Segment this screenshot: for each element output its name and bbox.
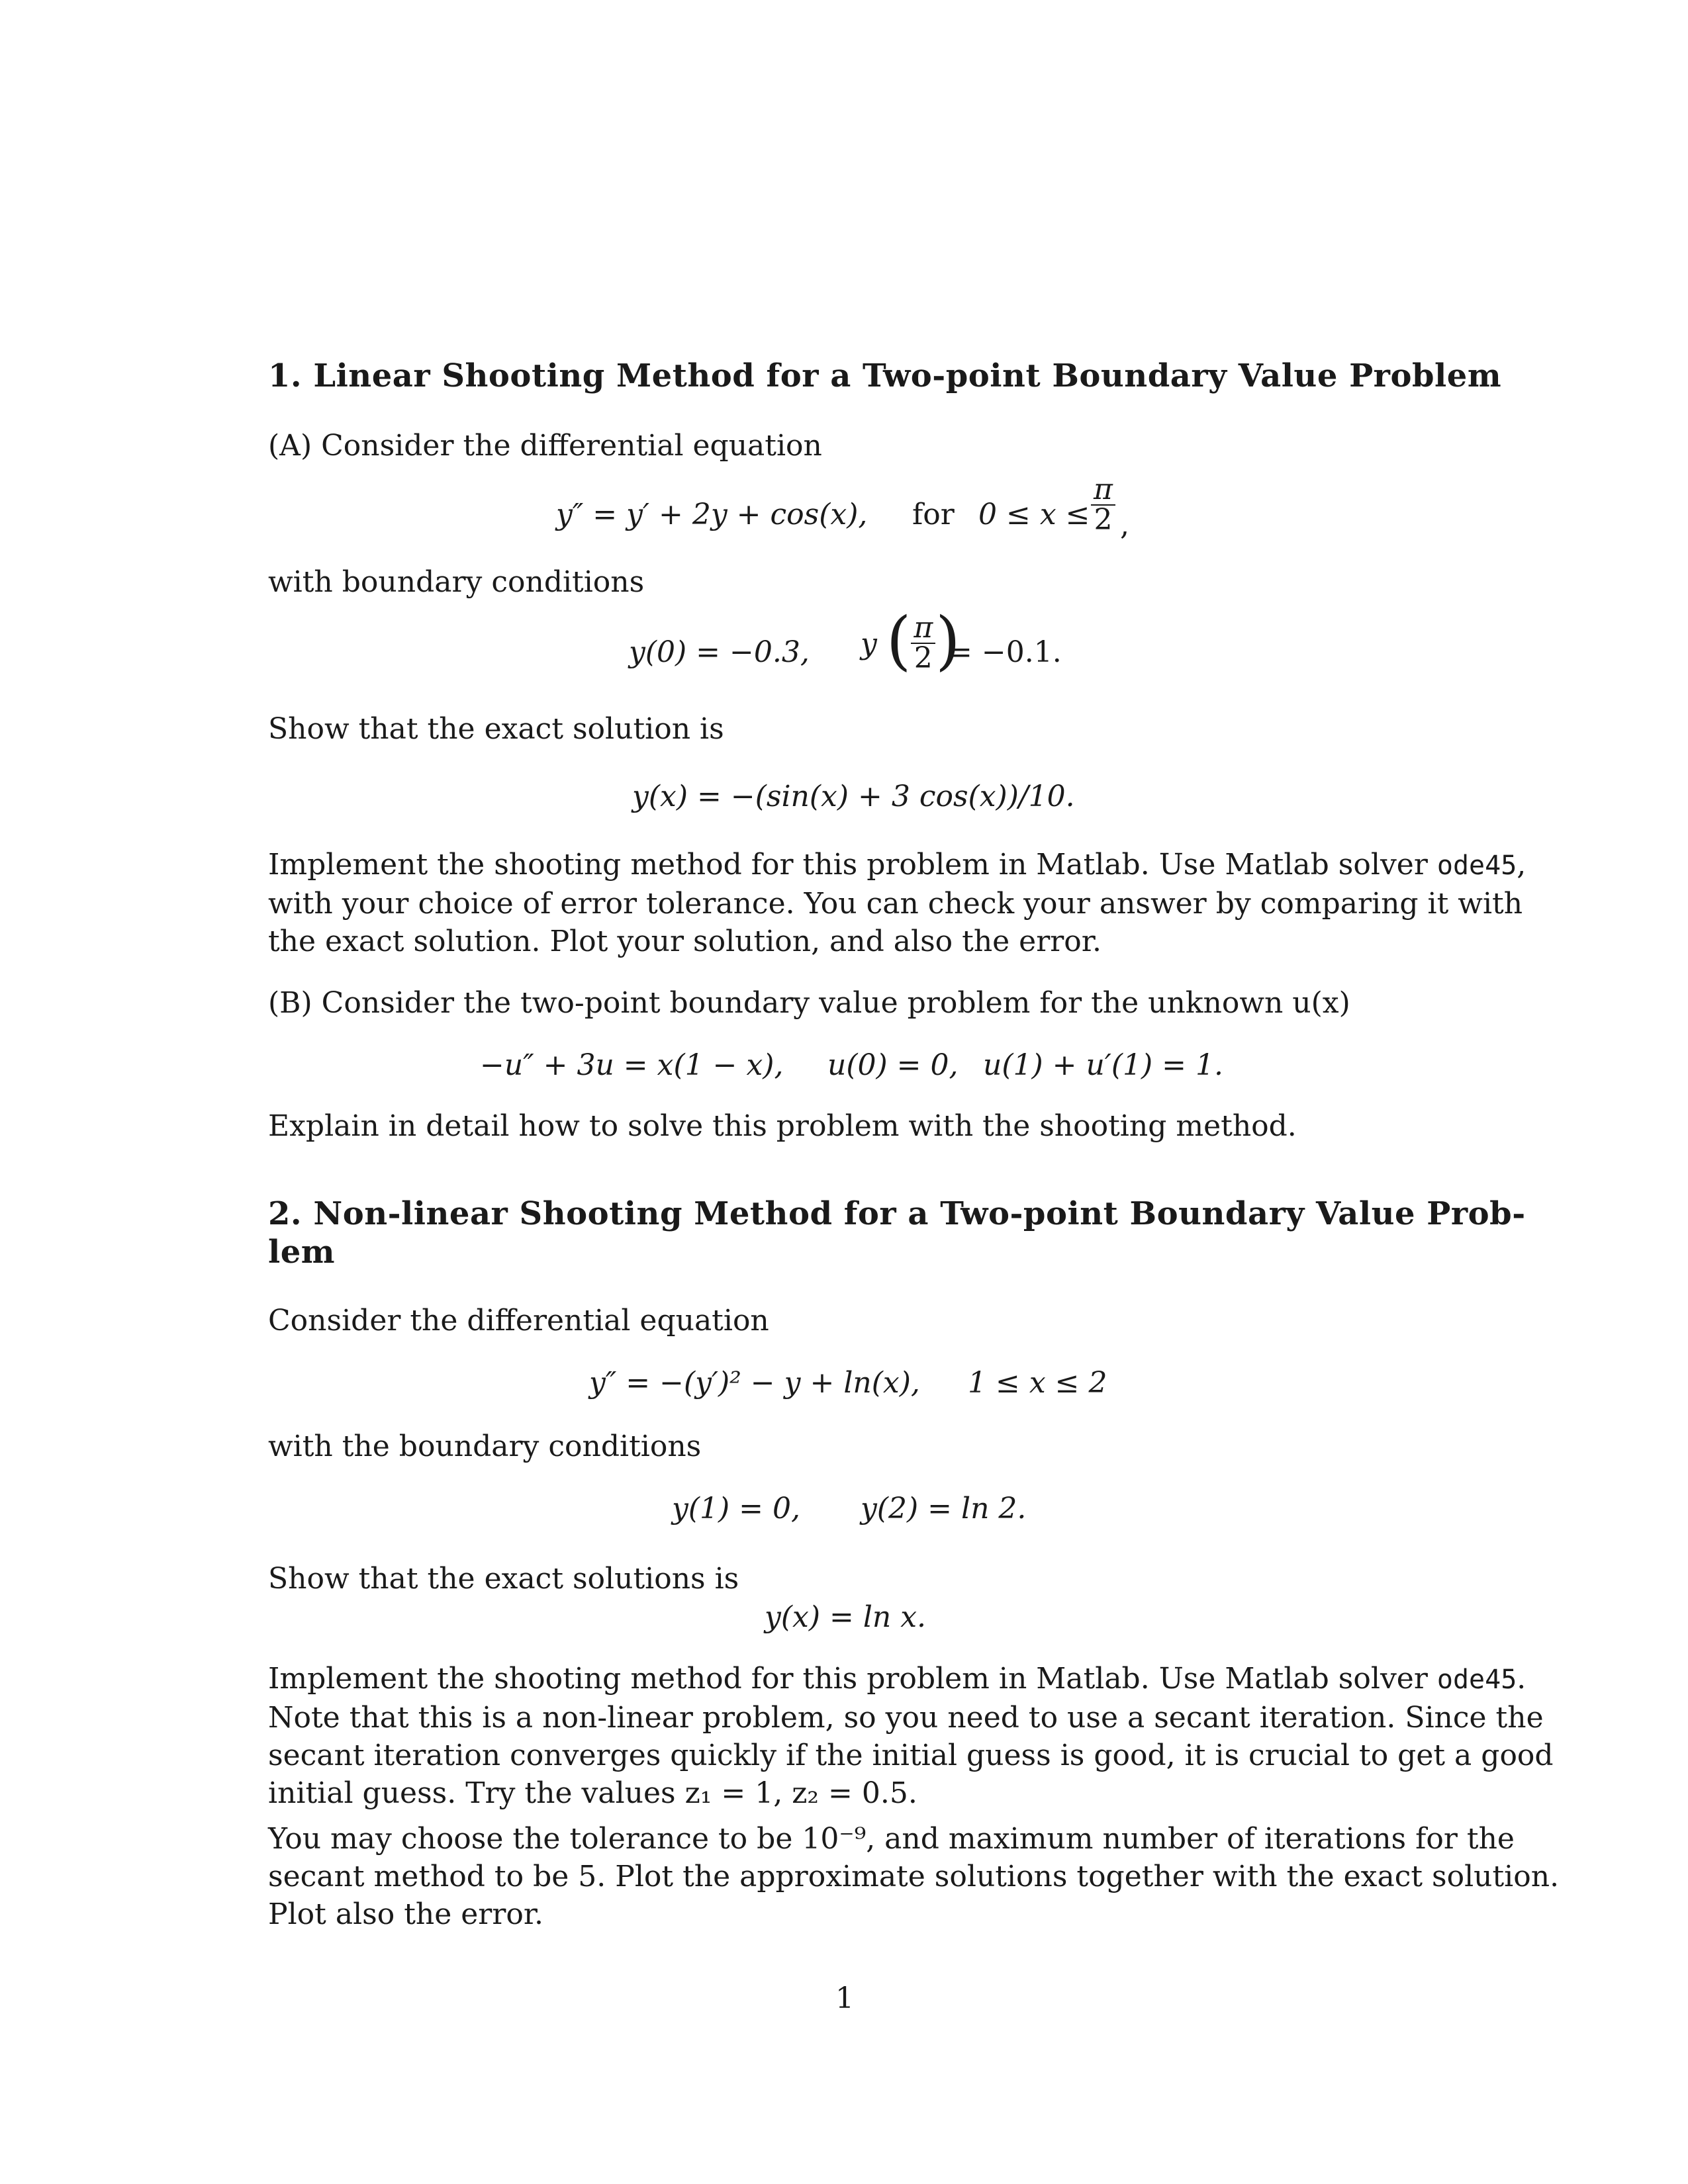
section-2-bc1: y(1) = 0,	[672, 1492, 801, 1525]
fraction-denominator: 2	[1094, 503, 1113, 537]
implement-line-1: Implement the shooting method for this problem in Matlab. Use Matlab solver ode45,	[268, 848, 1526, 882]
section-2-bc-label: with the boundary conditions	[268, 1430, 702, 1463]
implement-paragraph-2	[268, 1660, 1554, 1812]
equation-1-comma: ,	[1120, 508, 1129, 542]
implement-line-3: the exact solution. Plot your solution, and also the error.	[268, 925, 1102, 958]
section-2-title-line-1: 2. Non-linear Shooting Method for a Two-point Boundary Value Prob-	[268, 1195, 1526, 1232]
fraction-numerator: π	[1091, 475, 1115, 506]
section-1-title: 1. Linear Shooting Method for a Two-point Boundary Value Problem	[268, 357, 1502, 394]
equation-1-range-text: 0 ≤ x ≤	[978, 498, 1090, 531]
pi-over-two-fraction	[1091, 475, 1115, 535]
bc-fraction-denominator: 2	[914, 641, 933, 675]
tolerance-paragraph	[268, 1820, 1560, 1933]
part-b-bc2: u(1) + u′(1) = 1.	[983, 1048, 1223, 1082]
page-number: 1	[835, 1981, 854, 2015]
section-2-intro: Consider the differential equation	[268, 1304, 769, 1338]
equation-1-fraction	[1091, 473, 1115, 537]
bc-y0: y(0) = −0.3,	[629, 635, 810, 669]
bc-pi-over-two	[911, 611, 935, 675]
bc-y-symbol: y	[861, 627, 877, 661]
equation-1-for: for	[912, 498, 955, 531]
code-ode45: ode45	[1436, 850, 1517, 881]
implement2-line-3: secant iteration converges quickly if the initial guess is good, it is crucial to get a good	[268, 1739, 1554, 1772]
exact-solution-label: Show that the exact solution is	[268, 712, 724, 746]
implement-paragraph-1	[268, 846, 1526, 960]
implement2-line-2: Note that this is a non-linear problem, so you need to use a secant iteration. Since the	[268, 1701, 1544, 1735]
equation-1-range	[978, 498, 1090, 531]
implement-line-2: with your choice of error tolerance. You can check your answer by comparing it with	[268, 887, 1523, 921]
implement2-line-4: initial guess. Try the values z₁ = 1, z₂ = 0.5.	[268, 1776, 917, 1810]
section-2-title-line-2: lem	[268, 1234, 336, 1271]
implement2-line-1: Implement the shooting method for this problem in Matlab. Use Matlab solver ode45.	[268, 1662, 1526, 1696]
right-paren: )	[935, 604, 961, 678]
section-2-bc2: y(2) = ln 2.	[861, 1492, 1027, 1525]
boundary-conditions-label: with boundary conditions	[268, 565, 645, 599]
part-b-explain: Explain in detail how to solve this problem with the shooting method.	[268, 1109, 1297, 1143]
equation-1	[556, 498, 867, 531]
section-2-equation: y″ = −(y′)² − y + ln(x),	[589, 1366, 920, 1400]
tolerance-line-2: secant method to be 5. Plot the approximate solutions together with the exact solution.	[268, 1860, 1560, 1893]
section-2-exact-label: Show that the exact solutions is	[268, 1562, 739, 1596]
tolerance-line-1: You may choose the tolerance to be 10⁻⁹, and maximum number of iterations for the	[268, 1822, 1515, 1856]
equation-1-lhs: y″ = y′ + 2y + cos(x),	[556, 498, 868, 531]
left-paren: (	[886, 604, 912, 678]
code-ode45-2: ode45	[1436, 1664, 1517, 1695]
part-a-intro: (A) Consider the differential equation	[268, 429, 822, 463]
section-2-range: 1 ≤ x ≤ 2	[968, 1366, 1107, 1400]
part-b-intro: (B) Consider the two-point boundary value problem for the unknown u(x)	[268, 986, 1350, 1020]
bc-y-pi-half	[861, 604, 961, 683]
bc-rhs: = −0.1.	[948, 635, 1062, 669]
part-b-equation: −u″ + 3u = x(1 − x),	[480, 1048, 784, 1082]
bc-fraction-numerator: π	[911, 614, 935, 644]
tolerance-line-3: Plot also the error.	[268, 1897, 544, 1931]
part-b-bc1: u(0) = 0,	[827, 1048, 959, 1082]
exact-solution-equation: y(x) = −(sin(x) + 3 cos(x))/10.	[632, 780, 1075, 813]
section-2-exact-equation: y(x) = ln x.	[765, 1600, 927, 1634]
